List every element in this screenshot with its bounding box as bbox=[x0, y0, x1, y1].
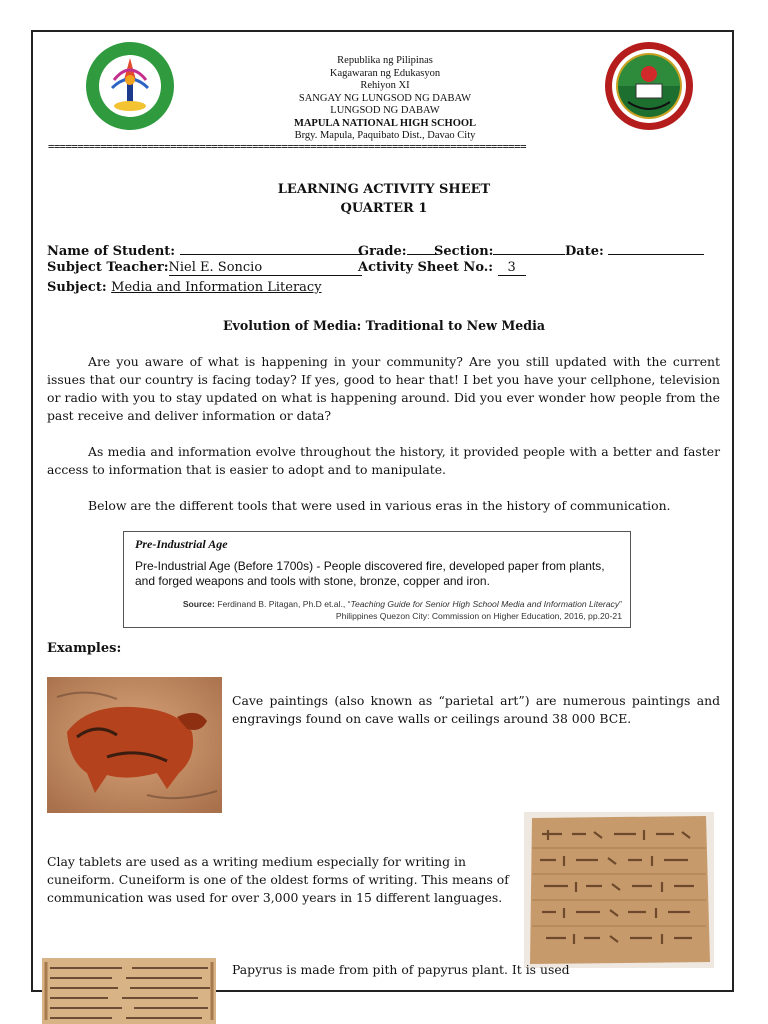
source-rest: ” Philippines Quezon City: Commission on Higher Education, 2016, pp.20-21 bbox=[335, 599, 622, 621]
header-line: Kagawaran ng Edukasyon bbox=[329, 67, 441, 79]
school-header bbox=[250, 55, 520, 143]
school-seal-logo bbox=[600, 40, 698, 132]
grade-blank[interactable] bbox=[407, 241, 437, 255]
student-name-label: Name of Student: bbox=[47, 244, 176, 259]
pre-industrial-age-box bbox=[123, 531, 631, 628]
sheet-title: LEARNING ACTIVITY SHEET bbox=[277, 182, 491, 197]
date-field[interactable] bbox=[565, 241, 704, 259]
papyrus-caption: Papyrus is made from pith of papyrus plant. It is used bbox=[232, 962, 570, 977]
header-line: SANGAY NG LUNGSOD NG DABAW bbox=[298, 92, 472, 104]
box-title: Pre-Industrial Age bbox=[135, 537, 228, 551]
school-address: Brgy. Mapula, Paquibato Dist., Davao City bbox=[294, 130, 476, 141]
school-name: MAPULA NATIONAL HIGH SCHOOL bbox=[293, 117, 477, 129]
separator-line: ================================================================================== bbox=[48, 141, 526, 153]
section-blank[interactable] bbox=[493, 241, 565, 255]
student-name-field[interactable] bbox=[47, 241, 362, 259]
box-source bbox=[142, 598, 622, 622]
teacher-field bbox=[47, 260, 362, 276]
section-field[interactable] bbox=[434, 241, 565, 259]
quarter-title: QUARTER 1 bbox=[340, 201, 428, 216]
evolution-paragraph: As media and information evolve throughout the history, it provided people with a better and faster access to information that is easier to adopt and to manipulate. bbox=[47, 444, 720, 477]
tools-intro-paragraph: Below are the different tools that were used in various eras in the history of communication. bbox=[88, 498, 671, 513]
date-label: Date: bbox=[565, 244, 604, 259]
grade-field[interactable] bbox=[358, 241, 437, 259]
clay-tablet-image bbox=[524, 812, 714, 968]
clay-tablet-caption: Clay tablets are used as a writing medium especially for writing in cuneiform. Cuneiform is one of the oldest forms of writing. This means of communication was used for over 3,000 years in 15 different languages. bbox=[47, 854, 509, 905]
lesson-title: Evolution of Media: Traditional to New Media bbox=[222, 318, 546, 333]
teacher-label: Subject Teacher: bbox=[47, 260, 169, 275]
examples-label: Examples: bbox=[47, 641, 122, 656]
student-name-blank[interactable] bbox=[180, 241, 362, 255]
papyrus-image bbox=[42, 958, 216, 1024]
activity-number-label: Activity Sheet No.: bbox=[358, 260, 494, 275]
activity-number-value: 3 bbox=[498, 260, 526, 276]
source-author: Ferdinand B. Pitagan, Ph.D et.al., “ bbox=[217, 599, 351, 609]
source-label: Source: bbox=[182, 599, 215, 609]
subject-value: Media and Information Literacy bbox=[111, 280, 322, 295]
header-line: LUNGSOD NG DABAW bbox=[330, 105, 440, 116]
cave-painting-image bbox=[47, 677, 222, 813]
date-blank[interactable] bbox=[608, 241, 704, 255]
subject-label: Subject: bbox=[47, 280, 107, 295]
intro-paragraph: Are you aware of what is happening in your community? Are you still updated with the current issues that our country is facing today? If yes, good to hear that! I bet you have your cellphone, television or radio with you to stay updated on what is happening around. Did you ever wonder how people from the past receive and deliver information or data? bbox=[47, 354, 720, 423]
activity-number-field bbox=[358, 260, 526, 276]
subject-field bbox=[47, 280, 322, 295]
header-line: Rehiyon XI bbox=[360, 80, 410, 91]
division-seal-logo bbox=[84, 40, 176, 132]
cave-painting-caption: Cave paintings (also known as “parietal art”) are numerous paintings and engravings found on cave walls or ceilings around 38 000 BCE. bbox=[232, 693, 720, 726]
section-label: Section: bbox=[434, 244, 494, 259]
source-title: Teaching Guide for Senior High School Media and Information Literacy bbox=[350, 599, 620, 609]
box-body: Pre-Industrial Age (Before 1700s) - People discovered fire, developed paper from plants, and forged weapons and tools with stone, bronze, copper and iron. bbox=[135, 559, 605, 588]
grade-label: Grade: bbox=[358, 244, 407, 259]
header-line: Republika ng Pilipinas bbox=[337, 55, 433, 66]
teacher-value: Niel E. Soncio bbox=[169, 260, 362, 276]
